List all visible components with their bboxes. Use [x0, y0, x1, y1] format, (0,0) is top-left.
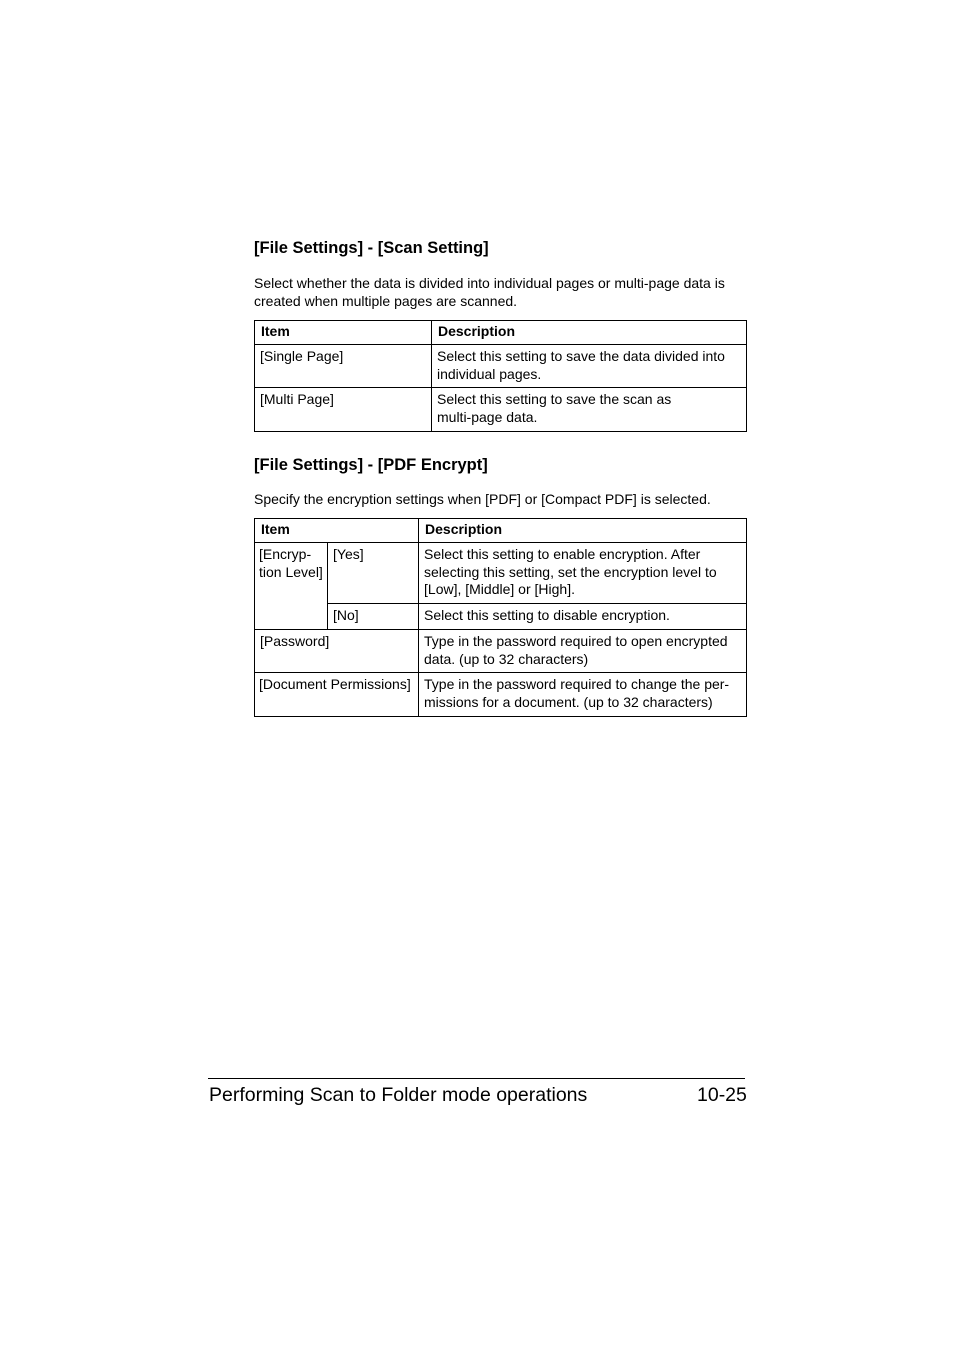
table-row [255, 345, 747, 388]
footer-page-number: 10-25 [697, 1084, 747, 1106]
table-row [255, 604, 747, 630]
row-description: Select this setting to enable encryption. After selecting this setting, set the encryption level to [Low], [Middle] or [High]. [419, 543, 747, 604]
table-row [255, 543, 747, 604]
row-description [432, 388, 747, 431]
row-item: [No] [328, 604, 419, 630]
column-header-description: Description [419, 519, 747, 543]
row-item: [Password] [255, 629, 419, 672]
row-item: [Document Permissions] [255, 673, 419, 716]
encryption-level-text: [Encryp-tion Level] [259, 546, 323, 580]
row-description: Select this setting to disable encryption. [419, 604, 747, 630]
column-header-item: Item [255, 519, 419, 543]
section-intro-pdf-encrypt: Specify the encryption settings when [PDF] or [Compact PDF] is selected. [254, 491, 711, 507]
row-item: [Yes] [328, 543, 419, 604]
section-heading-pdf-encrypt: [File Settings] - [PDF Encrypt] [254, 456, 488, 474]
row-description-text: Select this setting to save the scan as multi-page data. [437, 391, 672, 426]
footer-divider [208, 1078, 745, 1079]
table-row [255, 629, 747, 672]
row-description: Type in the password required to change the per-missions for a document. (up to 32 characters) [419, 673, 747, 716]
footer-chapter-title: Performing Scan to Folder mode operations [209, 1084, 588, 1106]
row-description: Select this setting to save the data divided into individual pages. [432, 345, 747, 388]
row-description: Type in the password required to open encrypted data. (up to 32 characters) [419, 629, 747, 672]
section-heading-scan-setting: [File Settings] - [Scan Setting] [254, 239, 489, 257]
table-header-row [255, 519, 747, 543]
table-row [255, 388, 747, 431]
table-row [255, 673, 747, 716]
encryption-level-label [255, 543, 328, 630]
section-intro-scan-setting: Select whether the data is divided into individual pages or multi-page data is created when multiple pages are scanned. [254, 275, 725, 309]
table-header-row [255, 321, 747, 345]
column-header-description: Description [432, 321, 747, 345]
pdf-encrypt-table [254, 518, 747, 717]
row-item: [Single Page] [255, 345, 432, 388]
scan-setting-table [254, 320, 747, 432]
column-header-item: Item [255, 321, 432, 345]
row-item: [Multi Page] [255, 388, 432, 431]
